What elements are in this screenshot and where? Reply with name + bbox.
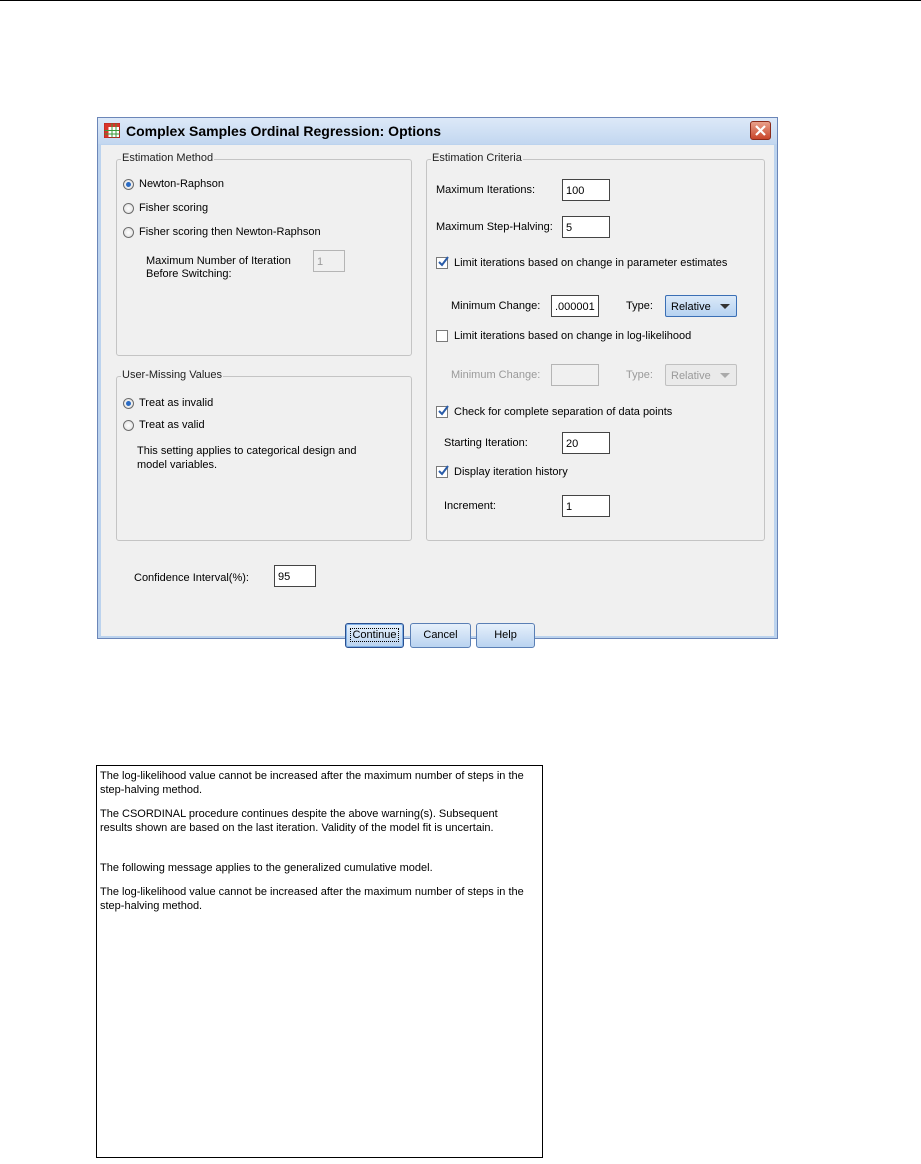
warning-message: The CSORDINAL procedure continues despite the above warning(s). Subsequent results shown are based on the last iteration. Validity of the model fit is uncertain.	[100, 808, 498, 834]
dialog-title: Complex Samples Ordinal Regression: Options	[126, 123, 442, 139]
max-iterations-input[interactable]: 100	[562, 179, 610, 201]
separation-label: Check for complete separation of data points	[454, 406, 673, 418]
max-step-halving-input[interactable]: 5	[562, 216, 610, 238]
param-type-select[interactable]	[665, 295, 737, 317]
max-iterations-label: Maximum Iterations:	[436, 184, 536, 196]
warnings-box	[96, 765, 543, 1158]
chevron-down-icon	[720, 373, 730, 378]
limit-loglik-checkbox[interactable]	[436, 328, 691, 344]
chevron-down-icon	[720, 304, 730, 309]
close-icon	[751, 122, 770, 139]
continue-button-label: Continue	[352, 629, 397, 641]
options-dialog	[97, 117, 778, 639]
checkbox-checked-icon[interactable]	[436, 257, 448, 269]
param-min-change-label: Minimum Change:	[451, 300, 541, 312]
radio-newton-raphson-label: Newton-Raphson	[139, 178, 224, 190]
warning-message: The following message applies to the generalized cumulative model.	[100, 862, 433, 874]
estimation-method-title: Estimation Method	[122, 152, 214, 164]
checkbox-checked-icon[interactable]	[436, 406, 448, 418]
display-history-label: Display iteration history	[454, 466, 568, 478]
confidence-interval-label: Confidence Interval(%):	[134, 572, 249, 584]
loglik-type-select[interactable]	[665, 364, 737, 386]
radio-treat-as-invalid[interactable]	[123, 395, 213, 411]
starting-iteration-label: Starting Iteration:	[444, 437, 528, 449]
max-iter-before-switch-label: Maximum Number of Iteration	[146, 255, 291, 267]
estimation-method-group	[116, 152, 412, 356]
max-iter-before-switch-input[interactable]: 1	[313, 250, 345, 272]
user-missing-values-title: User-Missing Values	[122, 369, 223, 381]
radio-fisher-scoring[interactable]	[123, 200, 208, 216]
page-top-rule	[0, 0, 921, 1]
radio-treat-as-valid-label: Treat as valid	[139, 419, 205, 431]
help-button-label: Help	[494, 629, 517, 641]
increment-label: Increment:	[444, 500, 496, 512]
display-history-checkbox[interactable]	[436, 464, 568, 480]
dialog-client-area	[101, 145, 774, 641]
separation-checkbox[interactable]	[436, 404, 672, 420]
radio-unselected-icon[interactable]	[123, 420, 134, 431]
loglik-min-change-label: Minimum Change:	[451, 369, 541, 381]
user-missing-note: This setting applies to categorical design and model variables.	[137, 445, 357, 471]
checkbox-unchecked-icon[interactable]	[436, 330, 448, 342]
radio-unselected-icon[interactable]	[123, 203, 134, 214]
dialog-titlebar[interactable]	[98, 118, 777, 144]
radio-selected-icon[interactable]	[123, 398, 134, 409]
radio-newton-raphson[interactable]	[123, 176, 224, 192]
radio-treat-as-valid[interactable]	[123, 417, 205, 433]
estimation-criteria-title: Estimation Criteria	[432, 152, 522, 164]
cancel-button-label: Cancel	[423, 629, 458, 641]
max-step-halving-label: Maximum Step-Halving:	[436, 221, 553, 233]
radio-selected-icon[interactable]	[123, 179, 134, 190]
param-type-value: Relative	[671, 301, 711, 313]
loglik-type-value: Relative	[671, 370, 711, 382]
radio-fisher-then-newton[interactable]	[123, 224, 321, 240]
loglik-type-label: Type:	[626, 369, 653, 381]
max-iter-before-switch-label-2: Before Switching:	[146, 268, 232, 280]
increment-input[interactable]: 1	[562, 495, 610, 517]
limit-param-label: Limit iterations based on change in parameter estimates	[454, 257, 728, 269]
warning-message: The log-likelihood value cannot be increased after the maximum number of steps in the step-halving method.	[100, 886, 524, 912]
continue-button[interactable]	[345, 623, 404, 648]
limit-loglik-label: Limit iterations based on change in log-likelihood	[454, 330, 692, 342]
param-type-label: Type:	[626, 300, 653, 312]
cancel-button[interactable]	[410, 623, 471, 648]
radio-fisher-scoring-label: Fisher scoring	[139, 202, 209, 214]
radio-treat-as-invalid-label: Treat as invalid	[139, 397, 214, 409]
param-min-change-input[interactable]: .000001	[551, 295, 599, 317]
estimation-criteria-group	[426, 152, 765, 541]
starting-iteration-input[interactable]: 20	[562, 432, 610, 454]
limit-param-checkbox[interactable]	[436, 255, 727, 271]
user-missing-values-group	[116, 369, 412, 541]
radio-unselected-icon[interactable]	[123, 227, 134, 238]
confidence-interval-input[interactable]: 95	[274, 565, 316, 587]
radio-fisher-then-newton-label: Fisher scoring then Newton-Raphson	[139, 226, 321, 238]
close-button[interactable]	[750, 121, 771, 140]
checkbox-checked-icon[interactable]	[436, 466, 448, 478]
help-button[interactable]	[476, 623, 535, 648]
data-grid-icon	[104, 123, 120, 138]
warning-message: The log-likelihood value cannot be increased after the maximum number of steps in the step-halving method.	[100, 770, 524, 796]
loglik-min-change-input[interactable]	[551, 364, 599, 386]
